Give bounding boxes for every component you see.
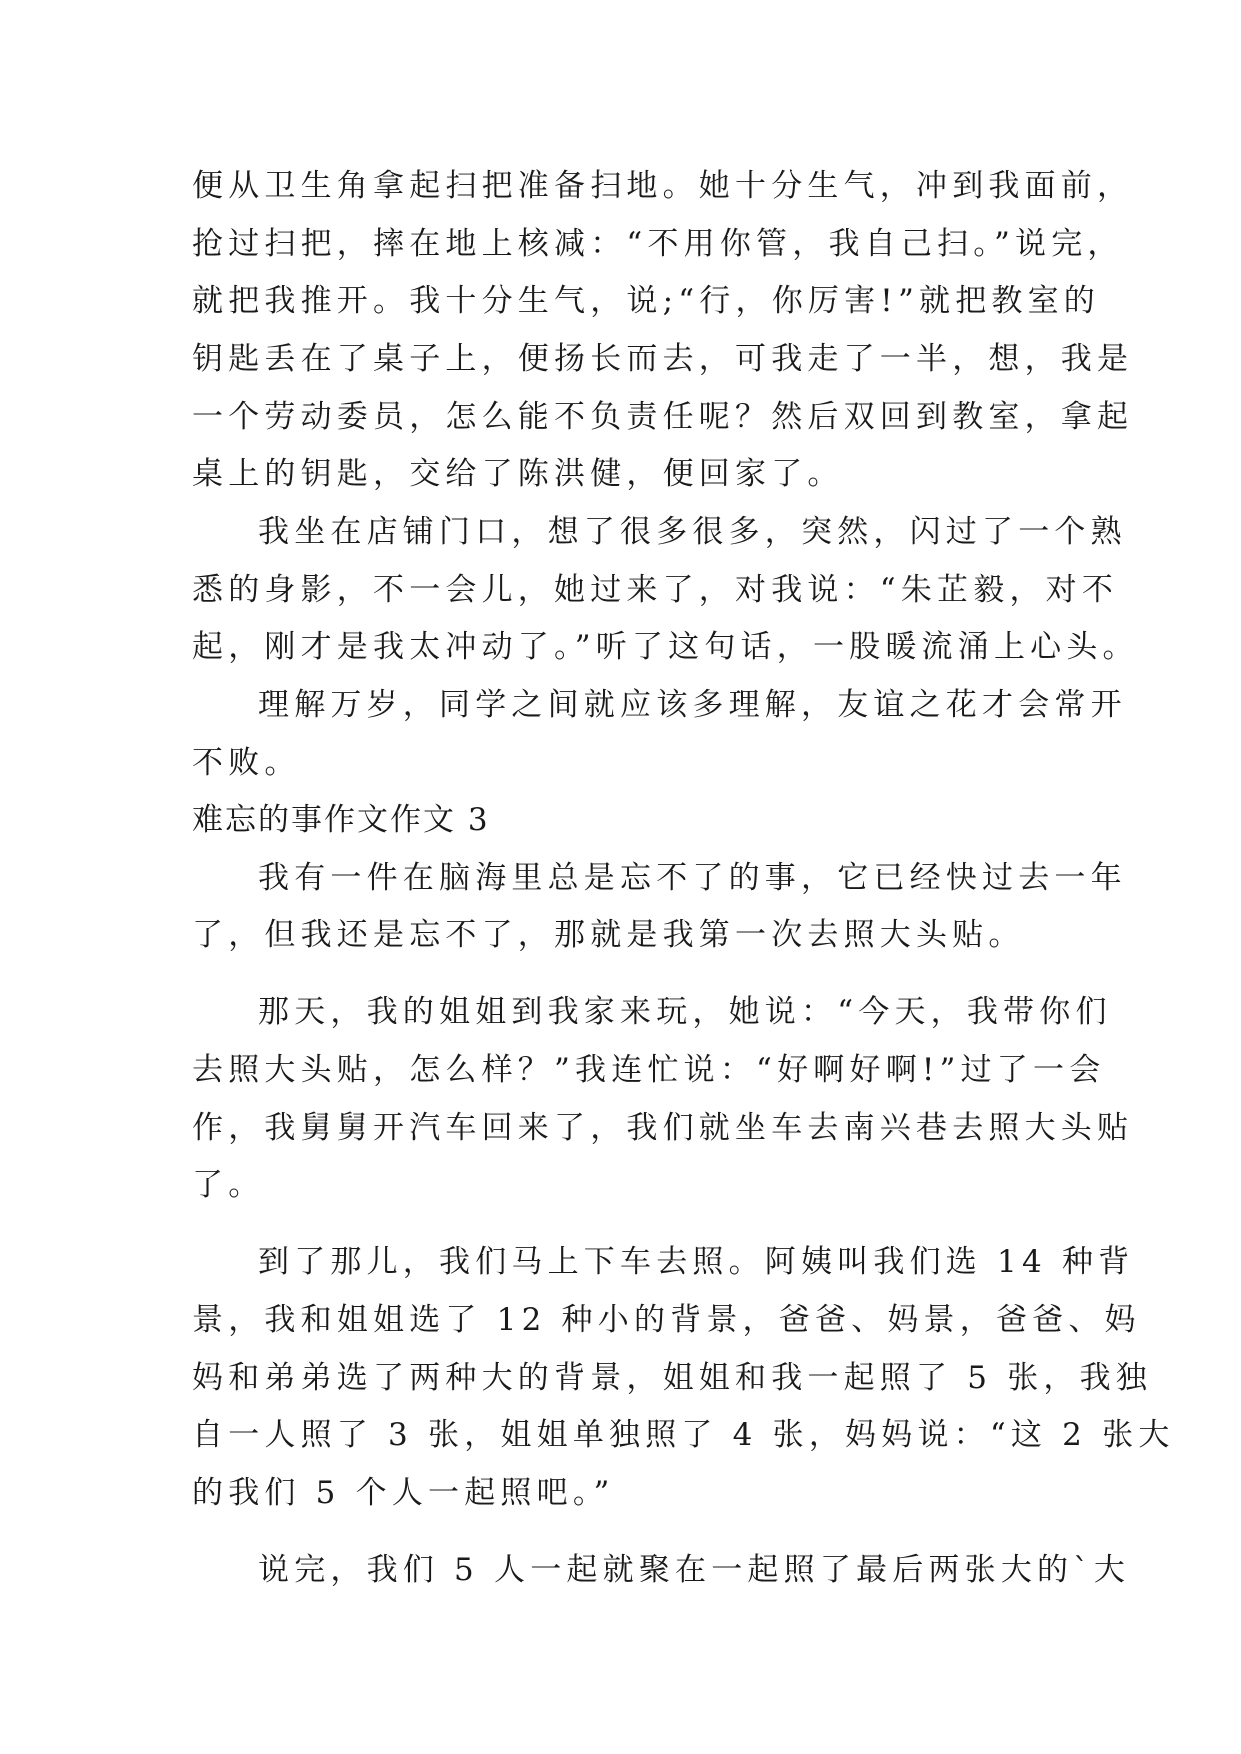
text-line: 桌上的钥匙，交给了陈洪健，便回家了。	[192, 456, 844, 492]
text-line: 说完，我们 5 人一起就聚在一起照了最后两张大的`大	[258, 1552, 1131, 1588]
text-line: 妈和弟弟选了两种大的背景，姐姐和我一起照了 5 张，我独	[192, 1360, 1153, 1396]
text-line: 景，我和姐姐选了 12 种小的背景，爸爸、妈景，爸爸、妈	[192, 1302, 1141, 1338]
text-line: 到了那儿，我们马上下车去照。阿姨叫我们选 14 种背	[258, 1244, 1135, 1280]
text-line: 去照大头贴，怎么样？”我连忙说：“好啊好啊!”过了一会	[192, 1052, 1106, 1088]
text-line: 起，刚才是我太冲动了。”听了这句话，一股暖流涌上心头。	[192, 629, 1139, 665]
text-line: 了，但我还是忘不了，那就是我第一次去照大头贴。	[192, 917, 1025, 953]
text-line: 抢过扫把，摔在地上核减：“不用你管，我自己扫。”说完，	[192, 226, 1124, 262]
section-heading: 难忘的事作文作文 3	[192, 802, 490, 838]
text-line: 自一人照了 3 张，姐姐单独照了 4 张，妈妈说：“这 2 张大	[192, 1417, 1175, 1453]
text-line: 那天，我的姐姐到我家来玩，她说：“今天，我带你们	[258, 994, 1112, 1030]
text-line: 作，我舅舅开汽车回来了，我们就坐车去南兴巷去照大头贴	[192, 1110, 1134, 1146]
text-line: 的我们 5 个人一起照吧。”	[192, 1475, 615, 1511]
text-line: 就把我推开。我十分生气，说;“行，你厉害!”就把教室的	[192, 283, 1100, 319]
text-line: 一个劳动委员，怎么能不负责任呢？然后双回到教室，拿起	[192, 399, 1134, 435]
text-line: 理解万岁，同学之间就应该多理解，友谊之花才会常开	[258, 687, 1127, 723]
text-line: 钥匙丢在了桌子上，便扬长而去，可我走了一半，想，我是	[192, 341, 1134, 377]
text-line: 悉的身影，不一会儿，她过来了，对我说：“朱芷毅，对不	[192, 572, 1119, 608]
text-line: 了。	[192, 1167, 265, 1203]
text-line: 不败。	[192, 745, 301, 781]
text-line: 我坐在店铺门口，想了很多很多，突然，闪过了一个熟	[258, 514, 1127, 550]
text-line: 我有一件在脑海里总是忘不了的事，它已经快过去一年	[258, 860, 1127, 896]
text-line: 便从卫生角拿起扫把准备扫地。她十分生气，冲到我面前，	[192, 168, 1134, 204]
